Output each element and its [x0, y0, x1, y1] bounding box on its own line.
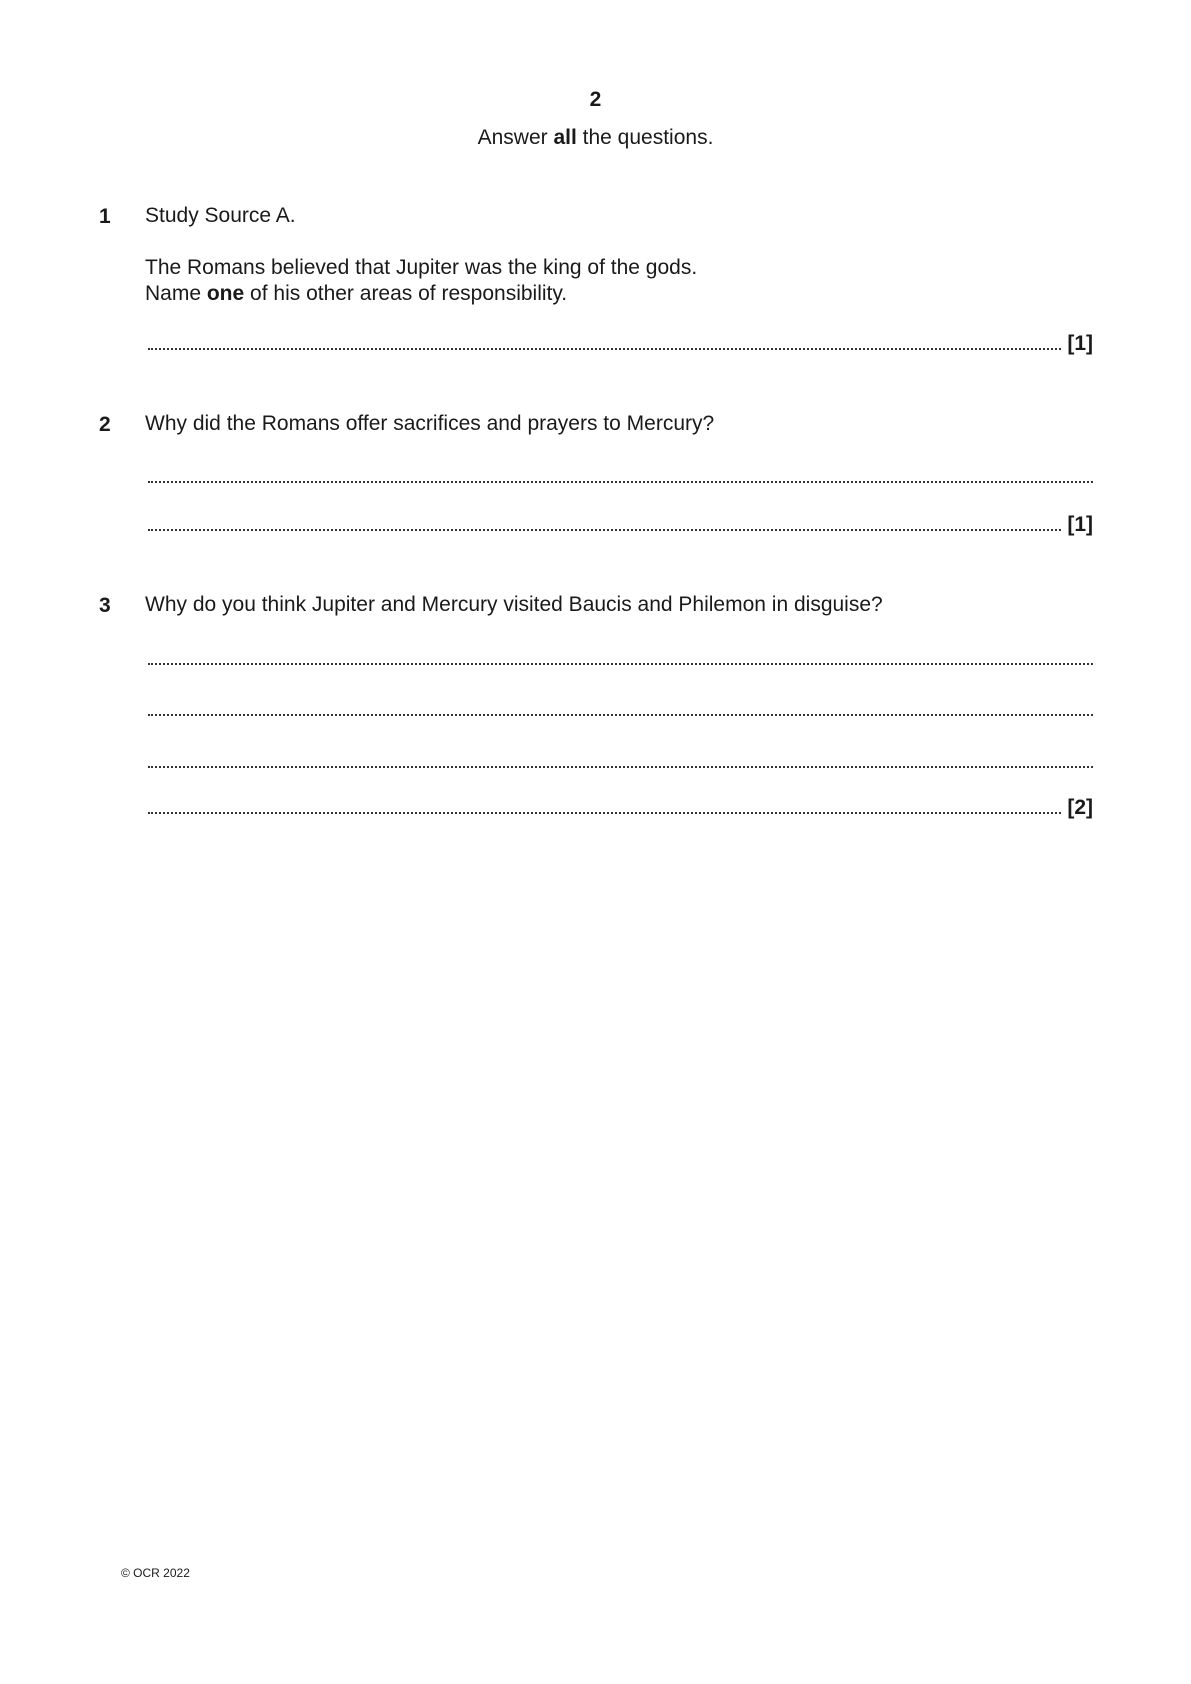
dotted-line	[148, 348, 1061, 350]
question-2-answer-line-1[interactable]	[148, 466, 1093, 488]
instruction	[0, 126, 1191, 150]
question-1-intro: Study Source A.	[145, 204, 296, 227]
page-number: 2	[589, 88, 602, 111]
question-1-line-2: The Romans believed that Jupiter was the king of the gods.	[145, 256, 698, 279]
question-1-line-3-after: of his other areas of responsibility.	[244, 282, 568, 305]
dotted-line	[148, 529, 1061, 531]
dotted-line	[148, 766, 1093, 768]
question-1-answer-line[interactable]	[148, 333, 1093, 355]
copyright-footer: © OCR 2022	[121, 1566, 190, 1580]
question-1-number: 1	[99, 205, 111, 228]
question-1-text	[145, 255, 697, 307]
question-3-answer-line-4[interactable]	[148, 797, 1093, 819]
question-1-mark: [1]	[1067, 332, 1093, 355]
instruction-bold: all	[553, 126, 577, 149]
instruction-after: the questions.	[576, 126, 714, 149]
dotted-line	[148, 812, 1061, 814]
question-3-answer-line-3[interactable]	[148, 751, 1093, 773]
question-1-line-3-bold: one	[206, 282, 245, 305]
question-2-text: Why did the Romans offer sacrifices and prayers to Mercury?	[145, 412, 715, 435]
dotted-line	[148, 481, 1093, 483]
dotted-line	[148, 714, 1093, 716]
dotted-line	[148, 663, 1093, 665]
question-3-mark: [2]	[1067, 796, 1093, 819]
question-1-line-3-before: Name	[145, 282, 207, 305]
question-2-answer-line-2[interactable]	[148, 514, 1093, 536]
question-1-line-3	[145, 281, 697, 307]
question-3-answer-line-2[interactable]	[148, 699, 1093, 721]
question-2-number: 2	[99, 413, 111, 436]
question-3-text: Why do you think Jupiter and Mercury visited Baucis and Philemon in disguise?	[145, 593, 883, 616]
question-3-answer-line-1[interactable]	[148, 648, 1093, 670]
instruction-before: Answer	[477, 126, 554, 149]
question-3-number: 3	[99, 594, 111, 617]
question-2-mark: [1]	[1067, 513, 1093, 536]
